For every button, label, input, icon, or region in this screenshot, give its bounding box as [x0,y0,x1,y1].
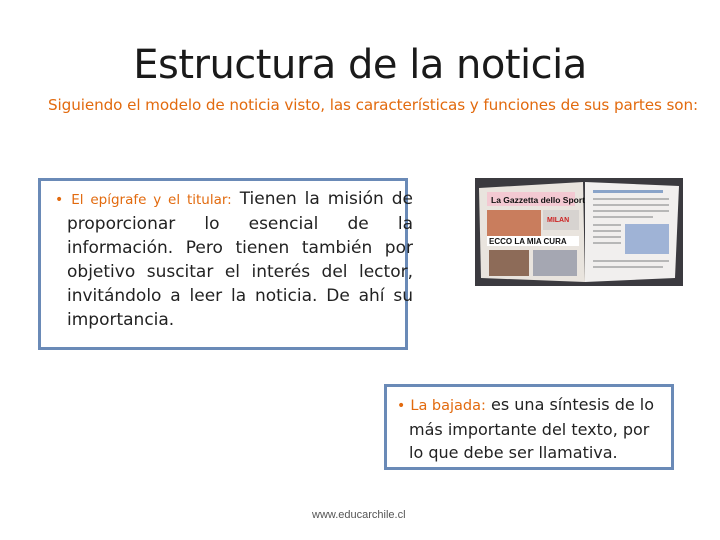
epigrafe-titular-box [38,178,413,350]
photo-headline-1: MILAN [547,217,570,224]
photo-headline-2: ECCO LA MIA CURA [489,237,567,246]
newspaper-photo [475,178,683,286]
bullet-icon: • [397,398,406,414]
bullet-icon: • [55,192,64,208]
bajada-label: La bajada: [410,398,486,414]
epigrafe-titular-paragraph [51,187,413,332]
epigrafe-titular-label: El epígrafe y el titular: [71,192,232,208]
footer-source: www.educarchile.cl [312,509,406,521]
photo-masthead: La Gazzetta dello Sport [491,195,585,205]
newspaper-image [475,178,683,286]
bajada-box [384,384,674,470]
epigrafe-titular-text: Tienen la misión de proporcionar lo esencial de la información. Pero tienen también por objetivo suscitar el interés del lector, invitándolo a leer la noticia. De ahí su importancia. [67,189,413,330]
bajada-paragraph [395,393,665,464]
bajada-text: es una síntesis de lo más importante del texto, por lo que debe ser llamativa. [409,395,655,462]
slide-title: Estructura de la noticia [133,42,587,88]
slide-subtitle: Siguiendo el modelo de noticia visto, las características y funciones de sus partes son: [48,96,699,114]
